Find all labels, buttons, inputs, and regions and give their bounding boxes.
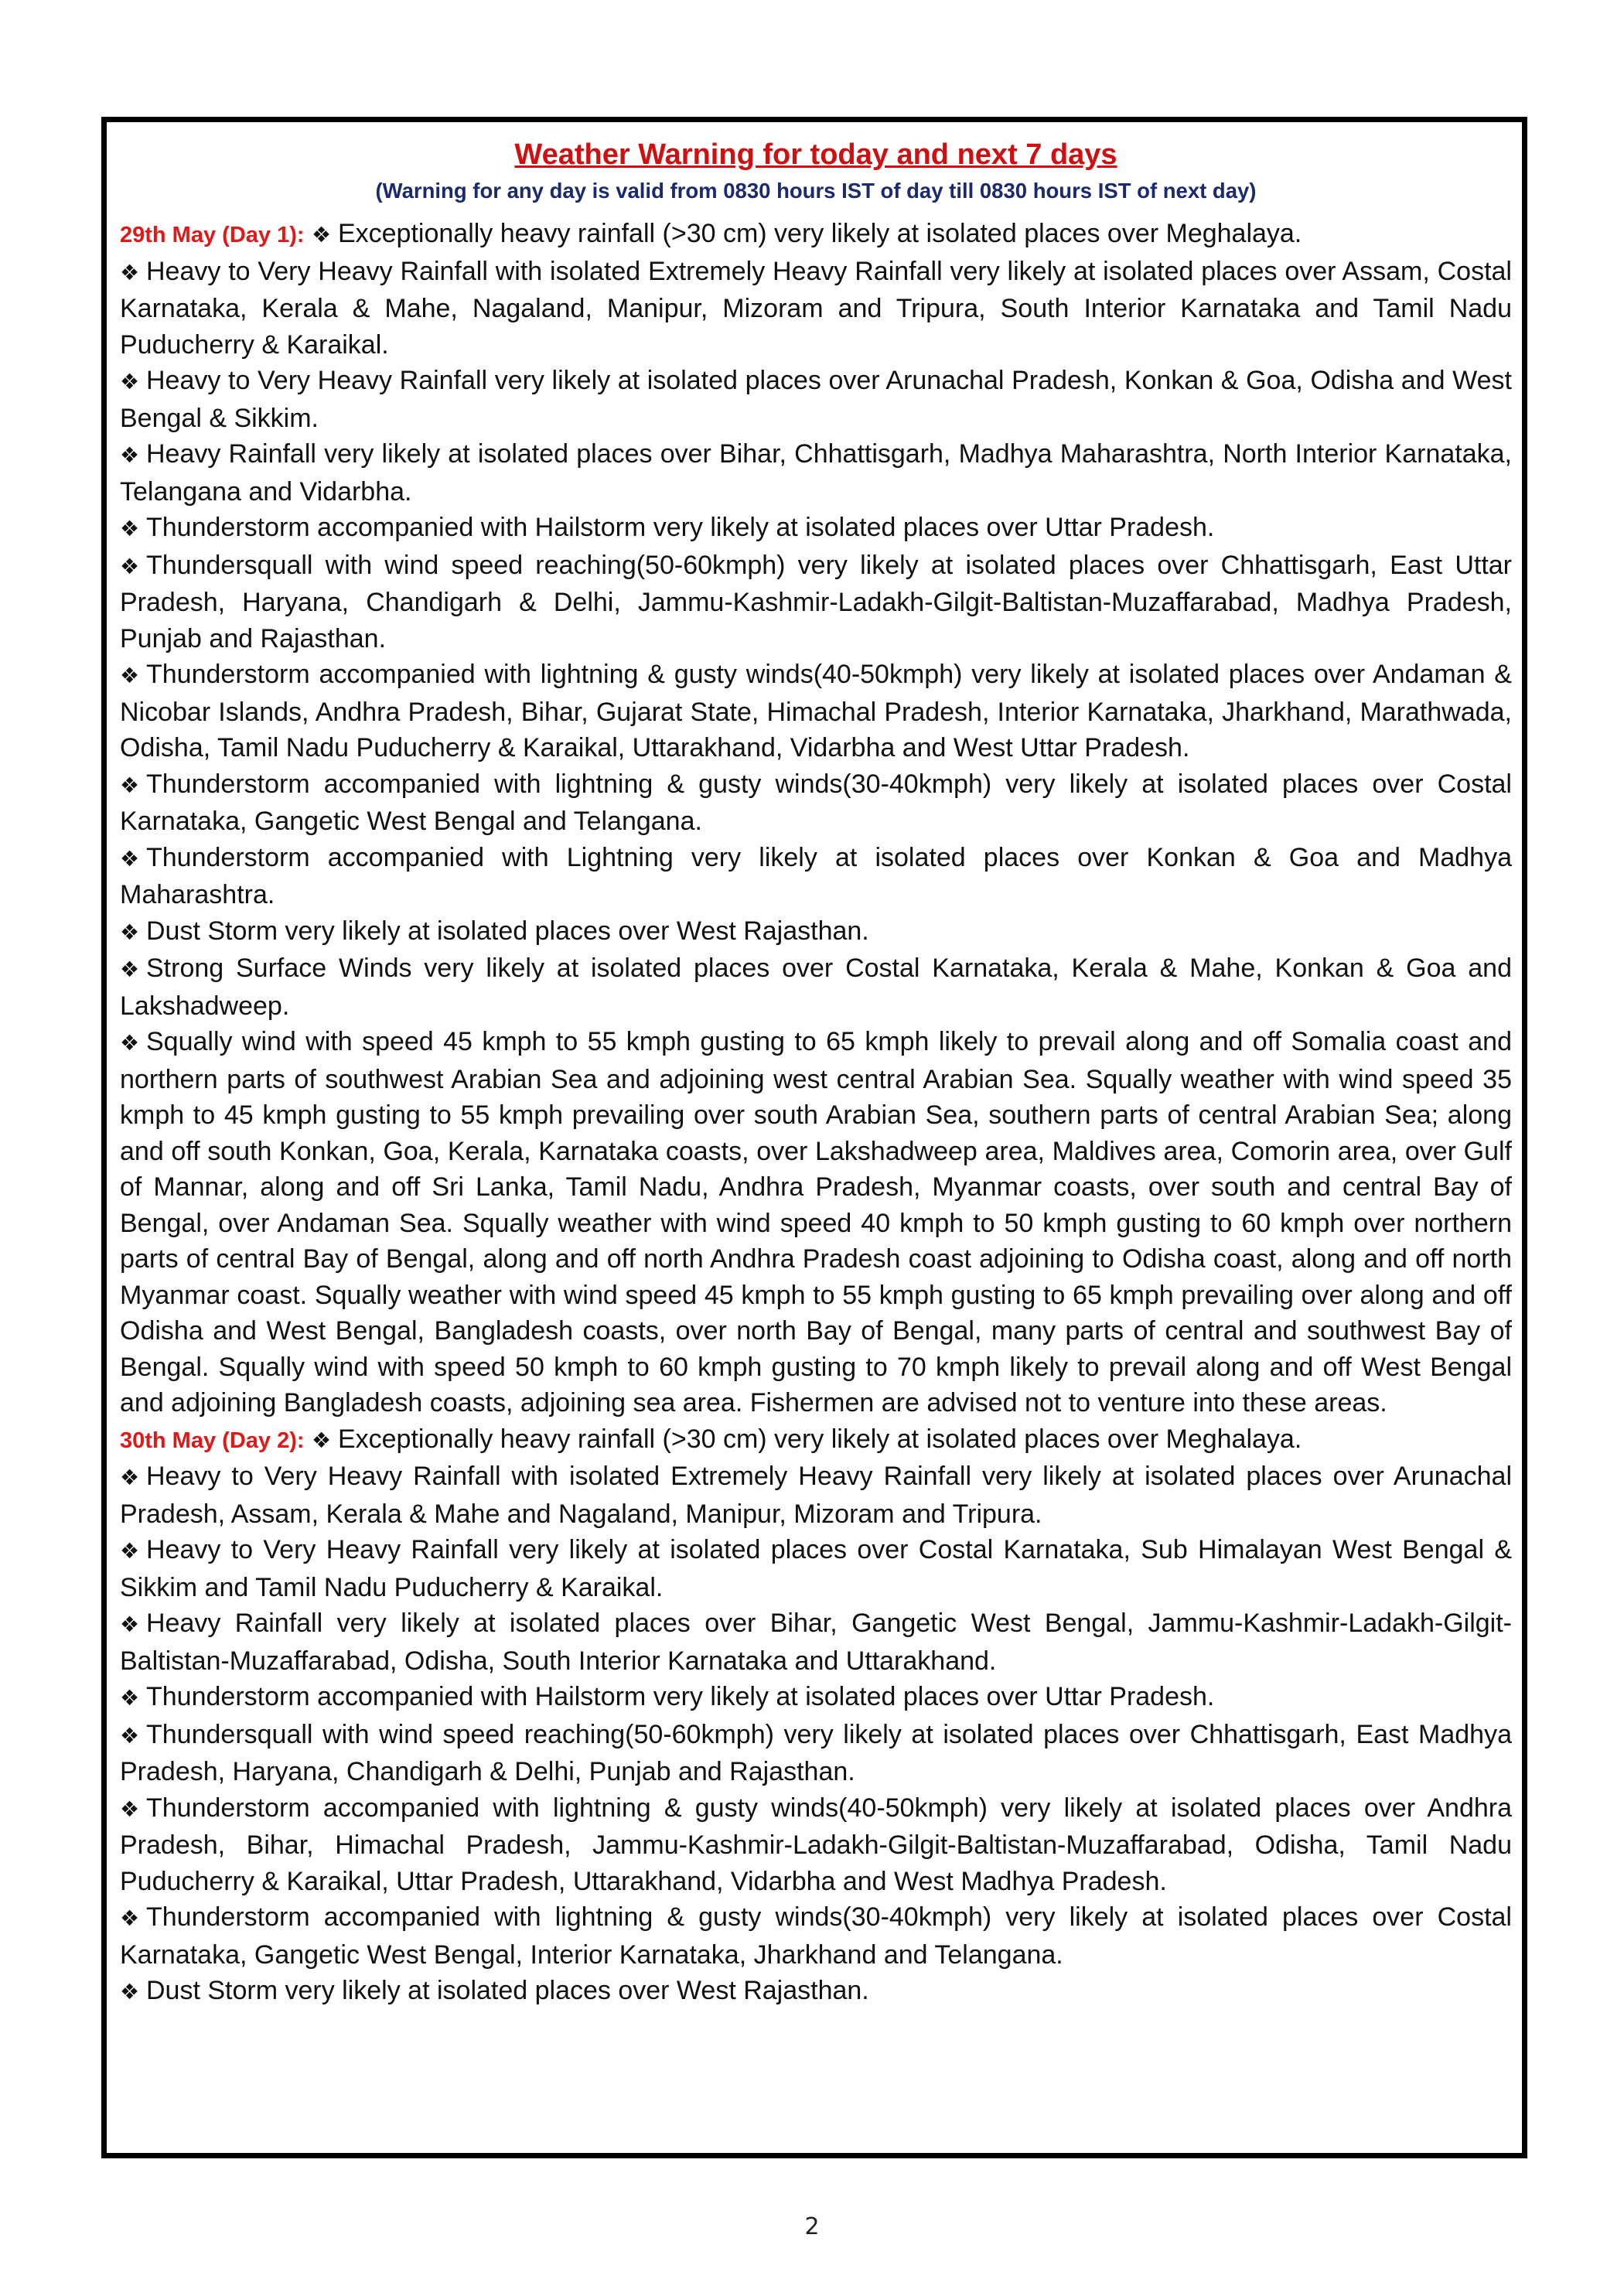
day1-item: ❖ Heavy to Very Heavy Rainfall with isolated Extremely Heavy Rainfall very likely at isolated places over Assam, Costal Karnataka, Kerala & Mahe, Nagaland, Manipur, Mizoram and Tripura, South Interior Karnataka and Tamil Nadu Puducherry & Karaikal. — [120, 256, 1512, 360]
day2-item: ❖ Heavy to Very Heavy Rainfall very likely at isolated places over Costal Karnataka, Sub Himalayan West Bengal & Sikkim and Tamil Nadu Puducherry & Karaikal. — [120, 1535, 1512, 1602]
day1-item: ❖ Heavy to Very Heavy Rainfall very likely at isolated places over Arunachal Pradesh, Konkan & Goa, Odisha and West Bengal & Sikkim. — [120, 366, 1512, 433]
day1-section — [120, 216, 1512, 1421]
day1-item: ❖ Dust Storm very likely at isolated places over West Rajasthan. — [120, 913, 1512, 951]
bullet-icon: ❖ — [120, 1905, 140, 1931]
day1-item: ❖ Thunderstorm accompanied with Lightning very likely at isolated places over Konkan & Goa and Madhya Maharashtra. — [120, 842, 1512, 909]
day2-item: ❖ Heavy to Very Heavy Rainfall with isolated Extremely Heavy Rainfall very likely at isolated places over Arunachal Pradesh, Assam, Kerala & Mahe and Nagaland, Manipur, Mizoram and Tripura. — [120, 1462, 1512, 1529]
day1-item: ❖ Squally wind with speed 45 kmph to 55 kmph gusting to 65 kmph likely to prevail along and off Somalia coast and northern parts of southwest Arabian Sea and adjoining west central Arabian Sea. Squally weather with wind speed 35 kmph to 45 kmph gusting to 55 kmph prevailing over south Arabian Sea, southern parts of central Arabian Sea; along and off south Konkan, Goa, Kerala, Karnataka coasts, over Lakshadweep area, Maldives area, Comorin area, over Gulf of Mannar, along and off Sri Lanka, Tamil Nadu, Andhra Pradesh, Myanmar coasts, over south and central Bay of Bengal, over Andaman Sea. Squally weather with wind speed 40 kmph to 50 kmph gusting to 60 kmph over northern parts of central Bay of Bengal, along and off north Andhra Pradesh coast adjoining to Odisha coast, along and off north Myanmar coast. Squally weather with wind speed 45 kmph to 55 kmph gusting to 65 kmph prevailing over along and off Odisha and West Bengal, Bangladesh coasts, over north Bay of Bengal, many parts of central and southwest Bay of Bengal. Squally wind with speed 50 kmph to 60 kmph gusting to 70 kmph likely to prevail along and off West Bengal and adjoining Bangladesh coasts, adjoining sea area. Fishermen are advised not to venture into these areas. — [120, 1027, 1512, 1418]
day2-item: ❖ Thundersquall with wind speed reaching(50-60kmph) very likely at isolated places over Chhattisgarh, East Madhya Pradesh, Haryana, Chandigarh & Delhi, Punjab and Rajasthan. — [120, 1719, 1512, 1786]
bullet-icon: ❖ — [120, 1722, 140, 1748]
day2-item: ❖ Thunderstorm accompanied with lightning & gusty winds(40-50kmph) very likely at isolated places over Andhra Pradesh, Bihar, Himachal Pradesh, Jammu-Kashmir-Ladakh-Gilgit-Baltistan-Muzaffarabad, Odisha, Tamil Nadu Puducherry & Karaikal, Uttar Pradesh, Uttarakhand, Vidarbha and West Madhya Pradesh. — [120, 1793, 1512, 1896]
bullet-icon: ❖ — [120, 1685, 140, 1711]
warning-content — [120, 135, 1512, 2011]
bullet-icon: ❖ — [120, 919, 140, 945]
bullet-icon: ❖ — [120, 663, 140, 688]
bullet-icon: ❖ — [120, 772, 140, 798]
day2-section — [120, 1421, 1512, 2011]
bullet-icon: ❖ — [120, 845, 140, 872]
day2-item: 30th May (Day 2): ❖ Exceptionally heavy rainfall (>30 cm) very likely at isolated places over Meghalaya. — [120, 1421, 1512, 1459]
day2-item: ❖ Thunderstorm accompanied with lightning & gusty winds(30-40kmph) very likely at isolated places over Costal Karnataka, Gangetic West Bengal, Interior Karnataka, Jharkhand and Telangana. — [120, 1902, 1512, 1970]
day1-item: 29th May (Day 1): ❖ Exceptionally heavy rainfall (>30 cm) very likely at isolated places over Meghalaya. — [120, 216, 1512, 254]
bullet-icon: ❖ — [120, 1796, 140, 1822]
day2-item: ❖ Dust Storm very likely at isolated places over West Rajasthan. — [120, 1973, 1512, 2011]
bullet-icon: ❖ — [120, 259, 140, 285]
day1-item: ❖ Thunderstorm accompanied with Hailstorm very likely at isolated places over Uttar Pradesh. — [120, 510, 1512, 548]
bullet-icon: ❖ — [120, 1538, 140, 1564]
day2-item: ❖ Thunderstorm accompanied with Hailstorm very likely at isolated places over Uttar Pradesh. — [120, 1679, 1512, 1717]
page-number: 2 — [804, 2213, 820, 2240]
bullet-icon: ❖ — [120, 1465, 140, 1490]
bullet-icon: ❖ — [120, 1612, 140, 1637]
day1-item: ❖ Thundersquall with wind speed reaching(50-60kmph) very likely at isolated places over Chhattisgarh, East Uttar Pradesh, Haryana, Chandigarh & Delhi, Jammu-Kashmir-Ladakh-Gilgit-Baltistan-Muzaffarabad, Madhya Pradesh, Punjab and Rajasthan. — [120, 550, 1512, 653]
day1-item: ❖ Thunderstorm accompanied with lightning & gusty winds(40-50kmph) very likely at isolated places over Andaman & Nicobar Islands, Andhra Pradesh, Bihar, Gujarat State, Himachal Pradesh, Interior Karnataka, Jharkhand, Marathwada, Odisha, Tamil Nadu Puducherry & Karaikal, Uttarakhand, Vidarbha and West Uttar Pradesh. — [120, 660, 1512, 762]
day2-item: ❖ Heavy Rainfall very likely at isolated places over Bihar, Gangetic West Bengal, Jammu-Kashmir-Ladakh-Gilgit-Baltistan-Muzaffarabad, Odisha, South Interior Karnataka and Uttarakhand. — [120, 1609, 1512, 1676]
day1-item: ❖ Strong Surface Winds very likely at isolated places over Costal Karnataka, Kerala & Mahe, Konkan & Goa and Lakshadweep. — [120, 954, 1512, 1021]
bullet-icon: ❖ — [311, 1427, 332, 1453]
page-title: Weather Warning for today and next 7 days — [514, 138, 1117, 171]
bullet-icon: ❖ — [120, 1979, 140, 2004]
bullet-icon: ❖ — [120, 369, 140, 394]
validity-note: (Warning for any day is valid from 0830 hours IST of day till 0830 hours IST of next day) — [375, 179, 1257, 203]
bullet-icon: ❖ — [120, 442, 140, 468]
day1-item: ❖ Thunderstorm accompanied with lightning & gusty winds(30-40kmph) very likely at isolated places over Costal Karnataka, Gangetic West Bengal and Telangana. — [120, 769, 1512, 836]
bullet-icon: ❖ — [120, 957, 140, 982]
bullet-icon: ❖ — [311, 222, 332, 247]
day1-item: ❖ Heavy Rainfall very likely at isolated places over Bihar, Chhattisgarh, Madhya Maharashtra, North Interior Karnataka, Telangana and Vidarbha. — [120, 439, 1512, 507]
bullet-icon: ❖ — [120, 516, 140, 541]
day1-label: 29th May (Day 1): — [120, 223, 305, 247]
bullet-icon: ❖ — [120, 553, 140, 579]
bullet-icon: ❖ — [120, 1030, 140, 1056]
day2-label: 30th May (Day 2): — [120, 1428, 305, 1453]
